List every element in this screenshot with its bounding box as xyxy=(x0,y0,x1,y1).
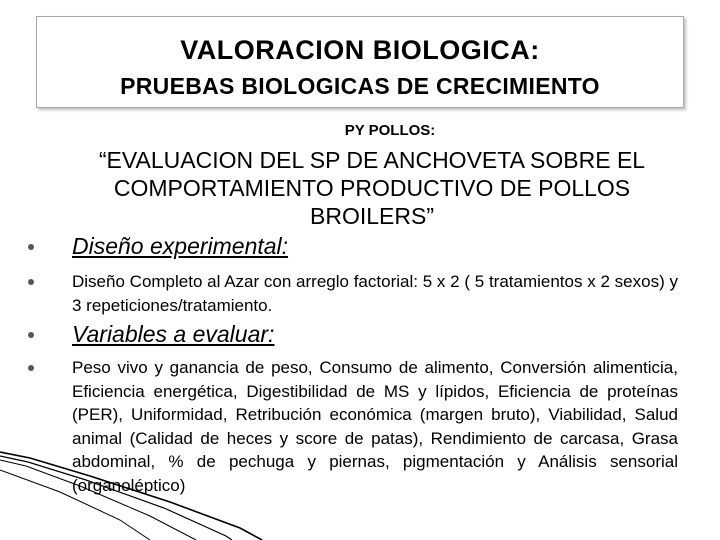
bullet-text: Peso vivo y ganancia de peso, Consumo de alimento, Conversión alimenticia, Eficiencia energética, Digestibilidad de MS y lípidos, Eficiencia de proteínas (PER), Uniformidad, Retribución económica (margen bruto), Viabilidad, Salud animal (Calidad de heces y score de patas), Rendimiento de carcasa, Grasa abdominal, % de pechuga y piernas, pigmentación y Análisis sensorial (organoléptico) xyxy=(72,358,678,495)
title-box xyxy=(36,16,684,108)
bullet-text: Diseño experimental: xyxy=(72,233,289,259)
slide-title: VALORACION BIOLOGICA: xyxy=(180,35,540,65)
bullet-text: Variables a evaluar: xyxy=(72,321,275,347)
bullet-dot xyxy=(28,332,34,338)
section-subheading: PY POLLOS: xyxy=(344,122,436,139)
slide-subtitle: PRUEBAS BIOLOGICAS DE CRECIMIENTO xyxy=(120,73,600,99)
bullet-dot xyxy=(28,244,34,250)
bullet-dot xyxy=(28,365,34,371)
bullet-dot xyxy=(28,279,34,285)
study-title: “EVALUACION DEL SP DE ANCHOVETA SOBRE EL COMPORTAMIENTO PRODUCTIVO DE POLLOS BROILERS” xyxy=(98,147,646,229)
bullet-text: Diseño Completo al Azar con arreglo factorial: 5 x 2 ( 5 tratamientos x 2 sexos) y 3 repeticiones/tratamiento. xyxy=(72,272,678,315)
